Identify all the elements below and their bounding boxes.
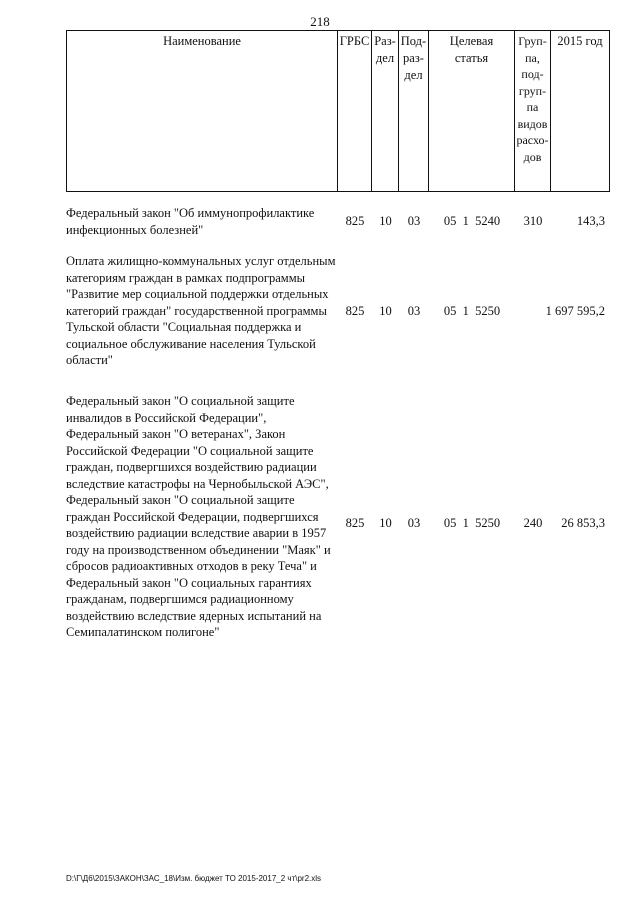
row-target-article: 05 1 5250 — [443, 516, 501, 530]
row-razdel: 10 — [379, 304, 392, 318]
table-header — [66, 30, 610, 192]
header-year-2015: 2015 год — [557, 34, 603, 48]
header-razdel: Раз- дел — [372, 31, 399, 191]
header-target-article: Целевая статья — [429, 31, 515, 191]
row-grbs: 825 — [345, 516, 365, 530]
row-razdel: 10 — [379, 516, 392, 530]
row-podrazdel: 03 — [407, 304, 421, 318]
row-amount: 1 697 595,2 — [545, 304, 605, 318]
header-name: Наименование — [67, 31, 338, 191]
row-grbs: 825 — [345, 214, 365, 228]
row-target-article: 05 1 5240 — [443, 214, 501, 228]
table-row — [66, 205, 610, 239]
row-expense-group: 310 — [523, 214, 543, 228]
row-podrazdel: 03 — [407, 516, 421, 530]
row-name: Федеральный закон "Об иммунопрофилактике инфекционных болезней" — [66, 206, 315, 237]
row-grbs: 825 — [345, 304, 365, 318]
row-name: Федеральный закон "О социальной защите инвалидов в Российской Федерации", Федеральный закон "О ветеранах", Закон Российской Федерации "О социальной защите граждан, подвергшихся воздействию радиации вследствие катастрофы на Чернобыльской АЭС", Федеральный закон "О социальной защите граждан Российской Федерации, подвергшихся воздействию радиации вследствие аварии в 1957 году на производственном объединении "Маяк" и сбросов радиоактивных отходов в реку Теча" и Федеральный закон "О социальных гарантиях гражданам, подвергшимся радиационному воздействию вследствие ядерных испытаний на Семипалатинском полигоне" — [66, 394, 331, 639]
row-amount: 26 853,3 — [561, 516, 605, 530]
header-expense-group: Груп- па, под- груп- па видов расхо- дов — [515, 31, 551, 191]
row-expense-group: 240 — [523, 516, 543, 530]
file-path-footer: D:\Г\Д6\2015\ЗАКОН\ЗАС_18\Изм. бюджет ТО 2015-2017_2 чт\pr2.xls — [66, 874, 322, 883]
row-podrazdel: 03 — [407, 214, 421, 228]
header-grbs: ГРБС — [338, 31, 372, 191]
row-razdel: 10 — [379, 214, 392, 228]
page-number: 218 — [310, 14, 330, 29]
row-target-article: 05 1 5250 — [443, 304, 501, 318]
row-name: Оплата жилищно-коммунальных услуг отдельным категориям граждан в рамках подпрограммы "Развитие мер социальной поддержки отдельных категорий граждан" государственной программы Тульской области "Социальная поддержка и социальное обслуживание населения Тульской области" — [66, 254, 336, 367]
table-row — [66, 393, 610, 655]
table-row — [66, 253, 610, 369]
row-amount: 143,3 — [576, 214, 605, 228]
header-podrazdel: Под- раз- дел — [399, 31, 429, 191]
